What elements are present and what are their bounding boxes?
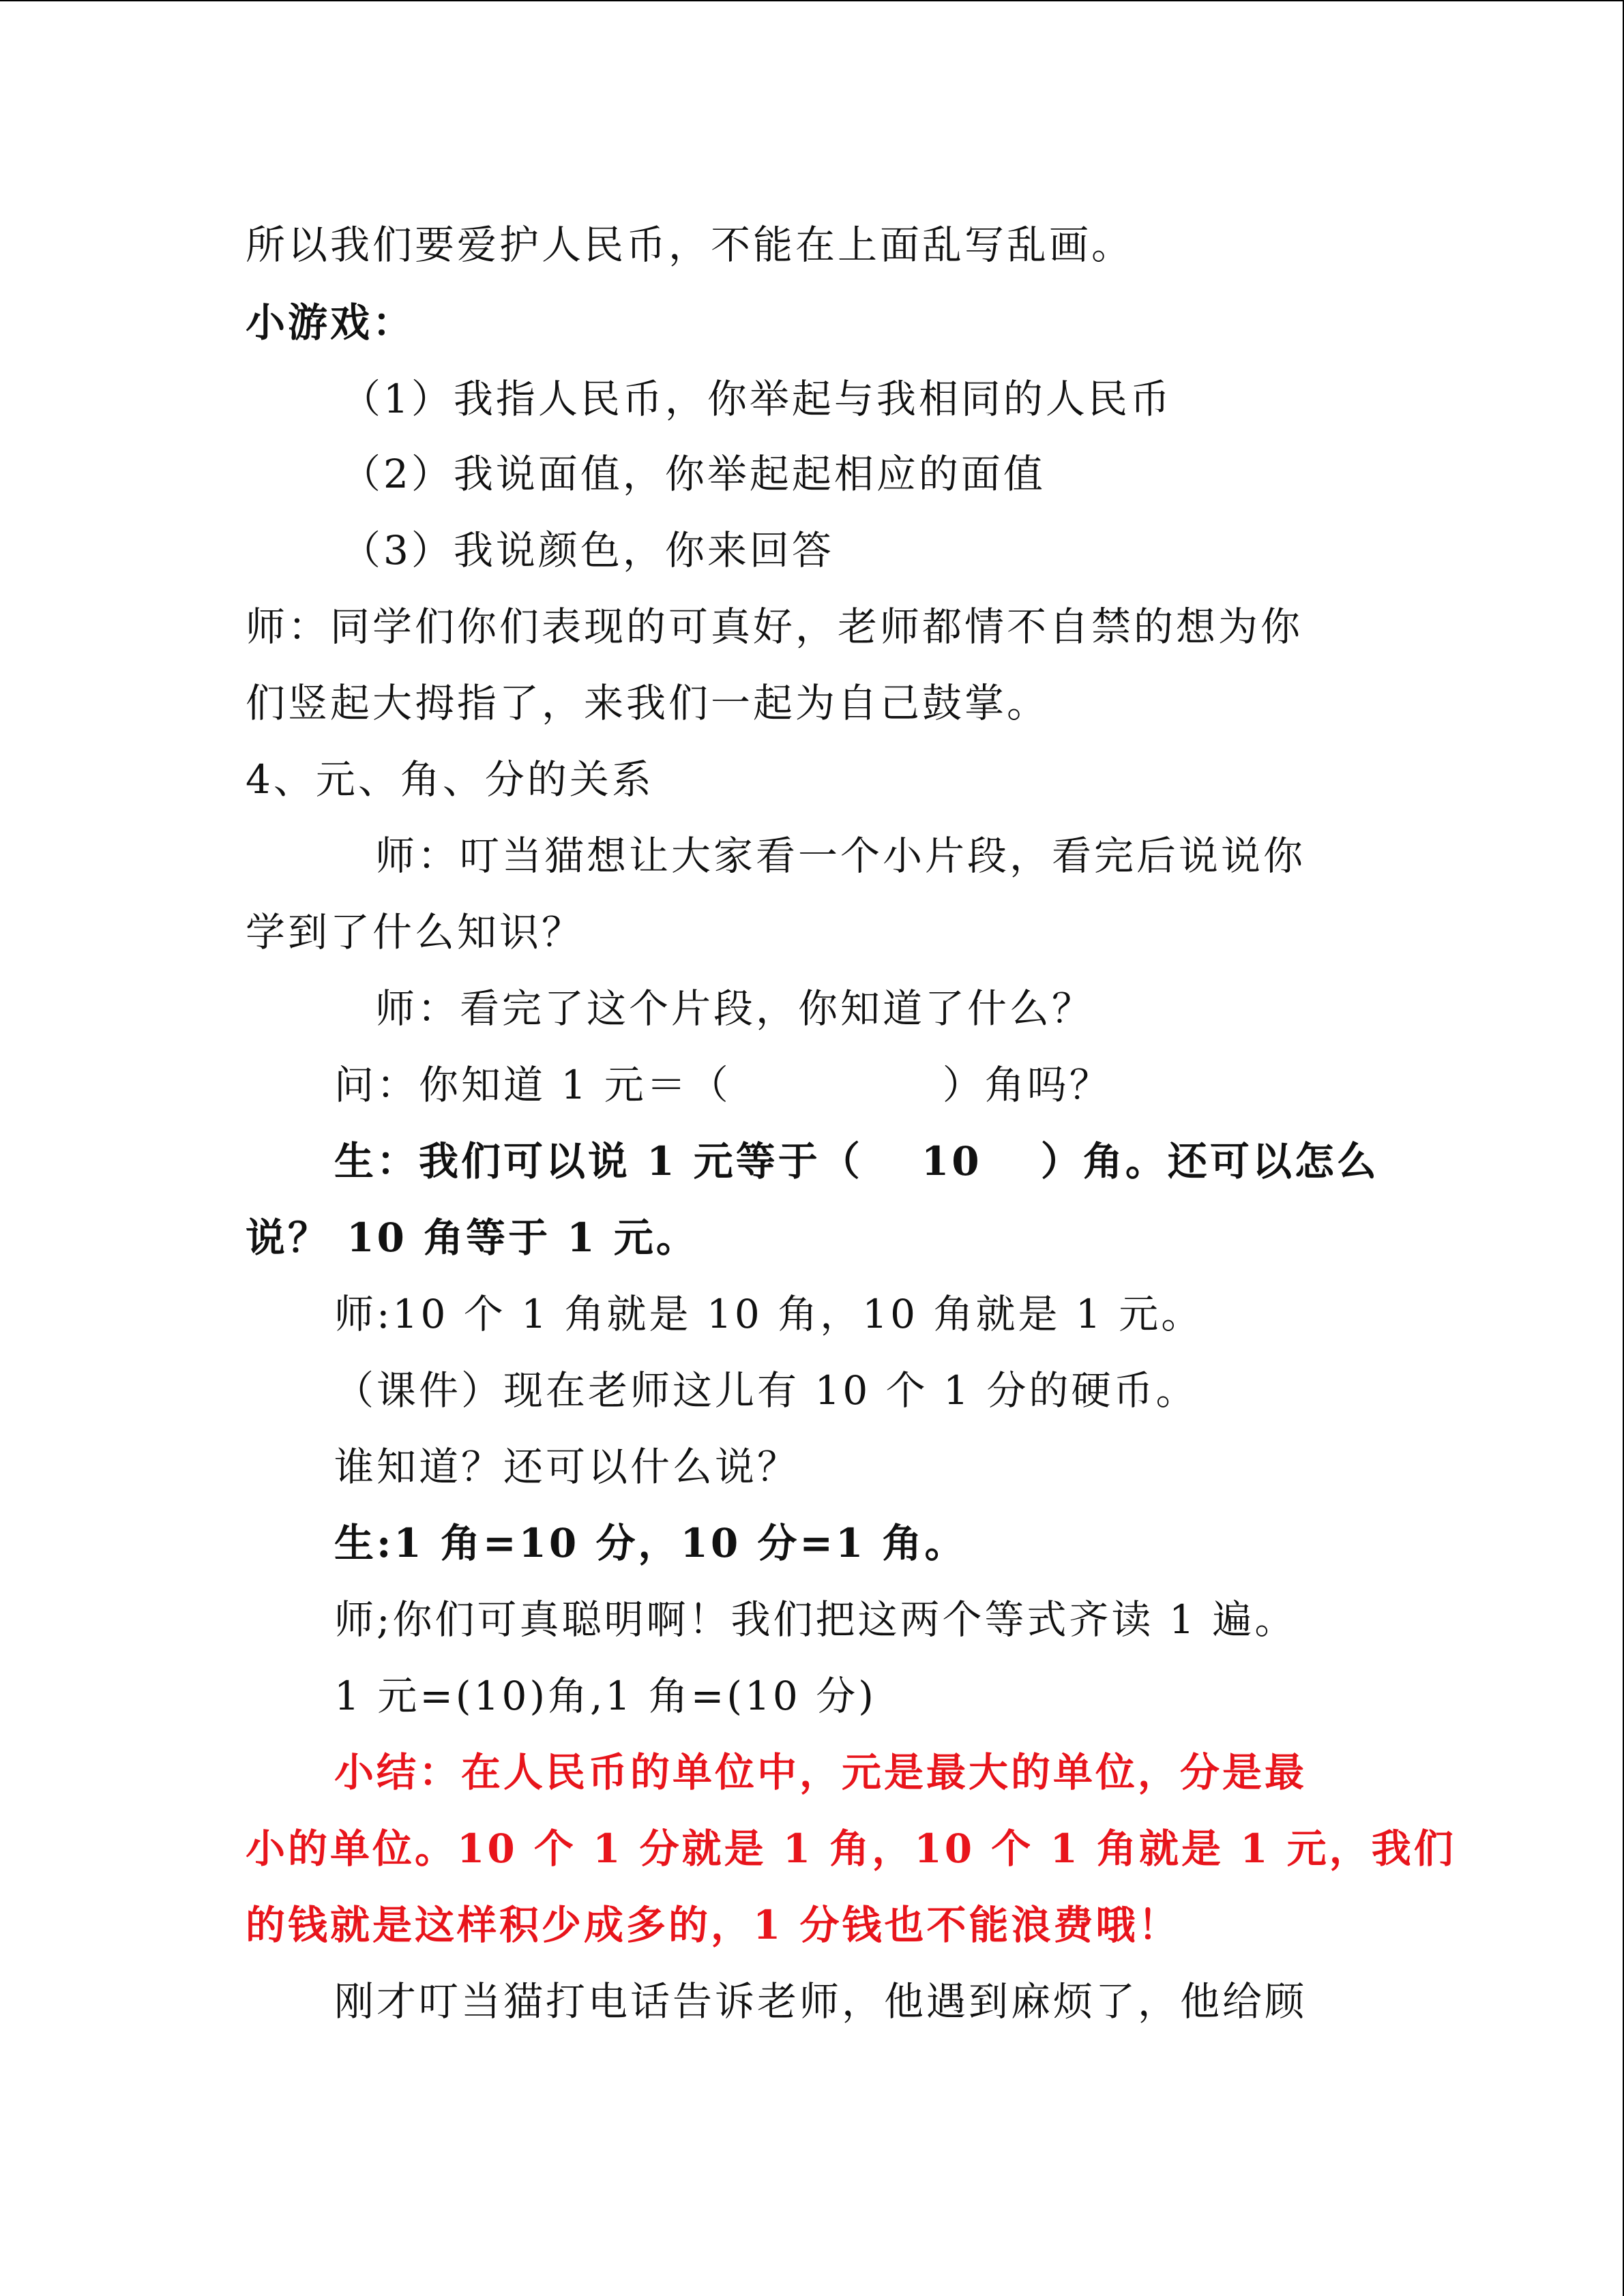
text-line: 师;你们可真聪明啊！我们把这两个等式齐读 1 遍。 bbox=[334, 1596, 1297, 1643]
list-item: （3）我说颜色，你来回答 bbox=[341, 527, 834, 573]
text-line: 们竖起大拇指了，来我们一起为自己鼓掌。 bbox=[246, 680, 1050, 726]
section-heading-game: 小游戏： bbox=[246, 299, 415, 346]
text-line: 师：看完了这个片段，你知道了什么？ bbox=[375, 985, 1095, 1032]
equation-line: 1 元=(10)角,1 角=(10 分) bbox=[334, 1673, 876, 1719]
summary-text: 小结：在人民币的单位中，元是最大的单位，分是最 bbox=[334, 1749, 1308, 1795]
section-heading-relation: 4、元、角、分的关系 bbox=[246, 756, 654, 803]
text-line: 师:10 个 1 角就是 10 角，10 角就是 1 元。 bbox=[334, 1291, 1204, 1337]
list-item: （2）我说面值，你举起起相应的面值 bbox=[341, 451, 1046, 497]
text-line: 谁知道？还可以什么说？ bbox=[334, 1444, 800, 1490]
student-answer: 说？ 10 角等于 1 元。 bbox=[246, 1214, 698, 1261]
text-line: 学到了什么知识？ bbox=[246, 909, 585, 955]
text-line: 师：同学们你们表现的可真好，老师都情不自禁的想为你 bbox=[246, 603, 1303, 650]
text-line: 刚才叮当猫打电话告诉老师，他遇到麻烦了，他给顾 bbox=[334, 1978, 1308, 2025]
text-line: 师：叮当猫想让大家看一个小片段，看完后说说你 bbox=[375, 833, 1306, 879]
text-line: 问：你知道 1 元＝（ ）角吗？ bbox=[334, 1062, 1112, 1108]
student-answer: 生：我们可以说 1 元等于（ 10 ）角。还可以怎么 bbox=[334, 1138, 1379, 1184]
list-item: （1）我指人民币，你举起与我相同的人民币 bbox=[341, 376, 1172, 422]
student-answer: 生:1 角=10 分，10 分=1 角。 bbox=[334, 1520, 967, 1566]
text-line: （课件）现在老师这儿有 10 个 1 分的硬币。 bbox=[334, 1367, 1198, 1414]
summary-text: 的钱就是这样积少成多的，1 分钱也不能浪费哦！ bbox=[246, 1902, 1181, 1948]
summary-text: 小的单位。10 个 1 分就是 1 角，10 个 1 角就是 1 元，我们 bbox=[246, 1825, 1456, 1872]
text-line: 所以我们要爱护人民币，不能在上面乱写乱画。 bbox=[246, 222, 1134, 268]
